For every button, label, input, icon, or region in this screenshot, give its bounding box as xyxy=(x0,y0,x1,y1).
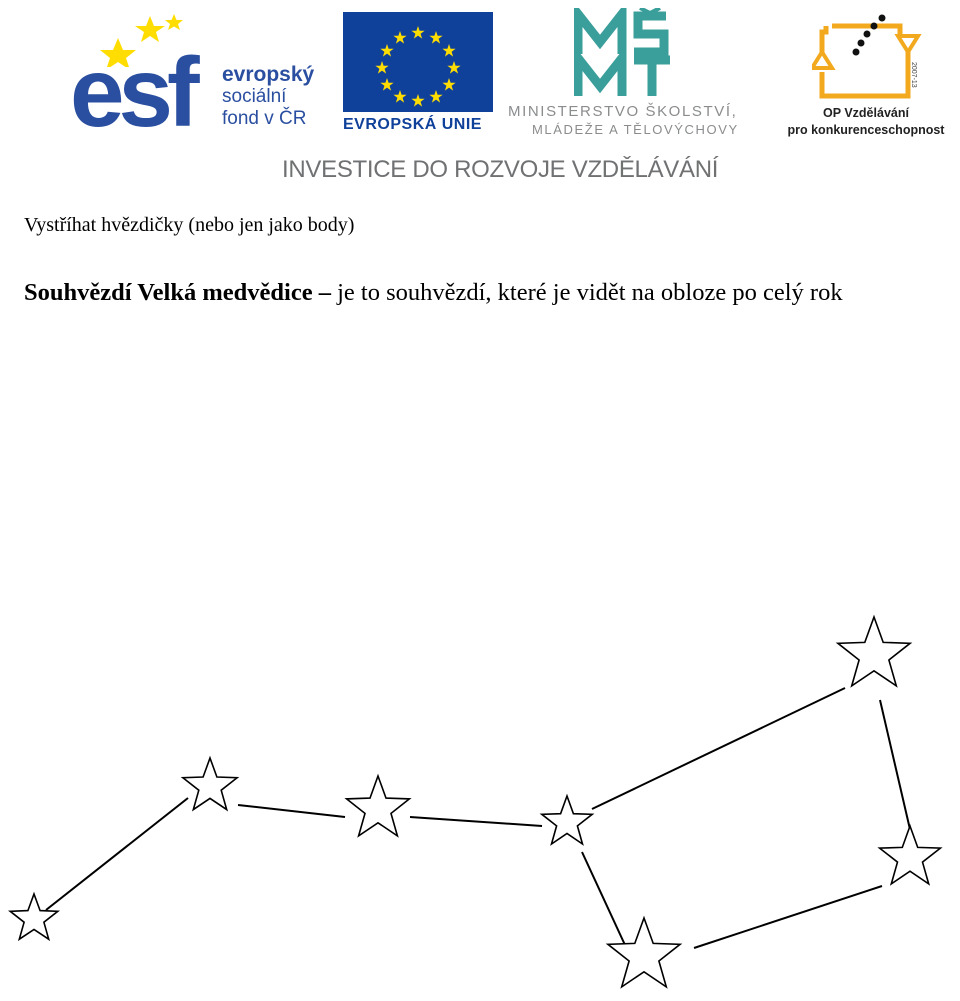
star-outline-icon xyxy=(542,796,592,844)
esf-logo xyxy=(70,12,340,147)
star-outline-icon xyxy=(838,617,910,686)
op-logo xyxy=(780,10,952,140)
eu-logo xyxy=(343,12,495,137)
star-outline-icon xyxy=(347,776,410,836)
investice-tagline: INVESTICE DO ROZVOJE VZDĚLÁVÁNÍ xyxy=(282,156,719,183)
esf-line-3: fond v ČR xyxy=(222,108,307,129)
connector-line xyxy=(582,852,625,945)
star-outline-icon xyxy=(608,918,680,987)
op-logo-icon xyxy=(812,12,922,104)
esf-mark: esf xyxy=(70,37,194,147)
heading-rest: je to souhvězdí, které je vidět na obloze po celý rok xyxy=(330,279,843,306)
star-outline-icon xyxy=(880,826,941,884)
instruction-text: Vystříhat hvězdičky (nebo jen jako body) xyxy=(24,214,355,236)
big-dipper-diagram xyxy=(0,600,960,1001)
eu-label: EVROPSKÁ UNIE xyxy=(343,116,482,133)
heading-bold: Souhvězdí Velká medvědice – xyxy=(24,279,331,306)
connector-line xyxy=(694,886,882,948)
constellation-heading xyxy=(24,276,960,310)
connector-line xyxy=(880,700,912,838)
op-badge: 2007-13 xyxy=(910,62,917,88)
esf-caption xyxy=(222,64,314,130)
eu-flag-icon xyxy=(343,12,493,112)
msmt-logo-icon xyxy=(574,8,714,100)
msmt-line-1: MINISTERSTVO ŠKOLSTVÍ, xyxy=(508,103,738,120)
msmt-logo xyxy=(506,8,774,138)
star-outline-icon xyxy=(10,894,58,939)
connector-line xyxy=(238,805,345,817)
esf-line-2: sociální xyxy=(222,86,287,107)
msmt-line-2: MLÁDEŽE A TĚLOVÝCHOVY xyxy=(532,122,739,137)
connector-line xyxy=(46,798,188,910)
logo-band xyxy=(0,0,960,190)
connector-line xyxy=(410,817,542,826)
star-outline-icon xyxy=(183,758,237,810)
esf-line-1: evropský xyxy=(222,63,315,86)
connector-line xyxy=(592,688,845,809)
op-line-1: OP Vzdělávání xyxy=(823,106,909,120)
op-line-2: pro konkurenceschopnost xyxy=(787,123,945,137)
